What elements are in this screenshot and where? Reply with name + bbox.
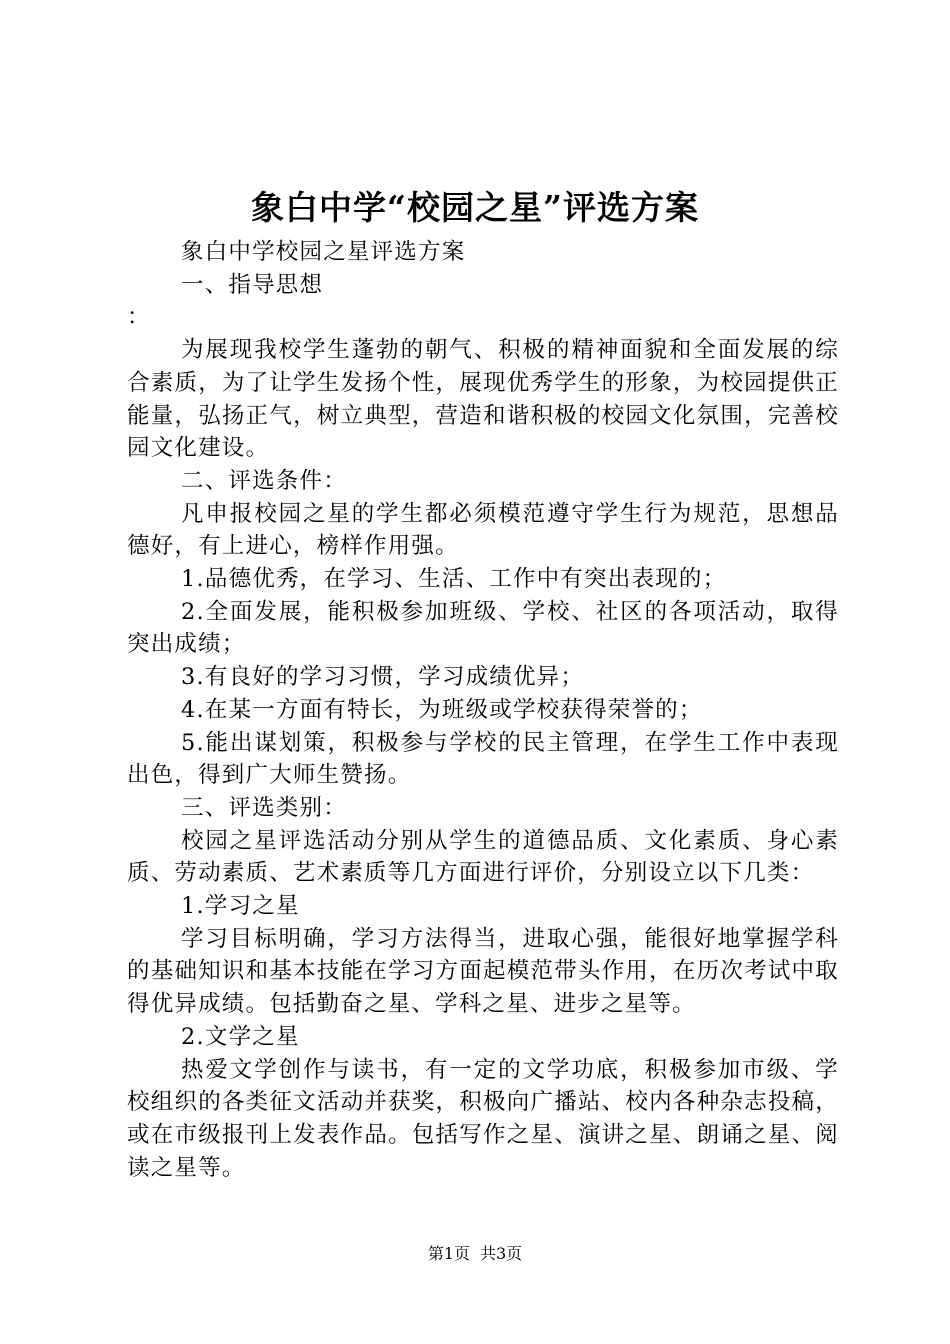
category-heading-literature-star: 2.文学之星: [181, 1023, 300, 1050]
paragraph-conditions-intro: 凡申报校园之星的学生都必须模范遵守学生行为规范，思想品德好，有上进心，榜样作用强。: [127, 500, 839, 560]
condition-item-5: 5.能出谋划策，积极参与学校的民主管理，在学生工作中表现出色，得到广大师生赞扬。: [127, 729, 839, 789]
paragraph-categories-intro: 校园之星评选活动分别从学生的道德品质、文化素质、身心素质、劳动素质、艺术素质等几方面进行评价，分别设立以下几类：: [127, 827, 839, 887]
document-body: [127, 236, 839, 1184]
section-heading-2: 二、评选条件：: [181, 467, 347, 494]
document-title: 象白中学“校园之星”评选方案: [251, 188, 699, 227]
condition-item-4: 4.在某一方面有特长，为班级或学校获得荣誉的；: [181, 696, 703, 723]
condition-item-2: 2.全面发展，能积极参加班级、学校、社区的各项活动，取得突出成绩；: [127, 598, 839, 658]
category-heading-study-star: 1.学习之星: [181, 893, 300, 920]
page-footer: [0, 1242, 950, 1266]
paragraph-study-star: 学习目标明确，学习方法得当，进取心强，能很好地掌握学科的基础知识和基本技能在学习方面起模范带头作用，在历次考试中取得优异成绩。包括勤奋之星、学科之星、进步之星等。: [127, 925, 839, 1018]
condition-item-1: 1.品德优秀，在学习、生活、工作中有突出表现的；: [181, 566, 727, 593]
paragraph-subtitle: 象白中学校园之星评选方案: [181, 239, 466, 265]
paragraph-literature-star: 热爱文学创作与读书，有一定的文学功底，积极参加市级、学校组织的各类征文活动并获奖，积极向广播站、校内各种杂志投稿，或在市级报刊上发表作品。包括写作之星、演讲之星、朗诵之星、阅读之星等。: [127, 1056, 839, 1181]
stray-colon: ：: [127, 304, 151, 331]
section-heading-3: 三、评选类别：: [181, 794, 347, 821]
page-number: 第1页: [427, 1244, 470, 1263]
condition-item-3: 3.有良好的学习习惯，学习成绩优异；: [181, 664, 585, 691]
page-total: 共3页: [480, 1244, 523, 1263]
paragraph-guiding-thought: 为展现我校学生蓬勃的朝气、积极的精神面貌和全面发展的综合素质，为了让学生发扬个性，展现优秀学生的形象，为校园提供正能量，弘扬正气，树立典型，营造和谐积极的校园文化氛围，完善校园文化建设。: [127, 337, 839, 462]
section-heading-1: 一、指导思想: [181, 271, 324, 298]
